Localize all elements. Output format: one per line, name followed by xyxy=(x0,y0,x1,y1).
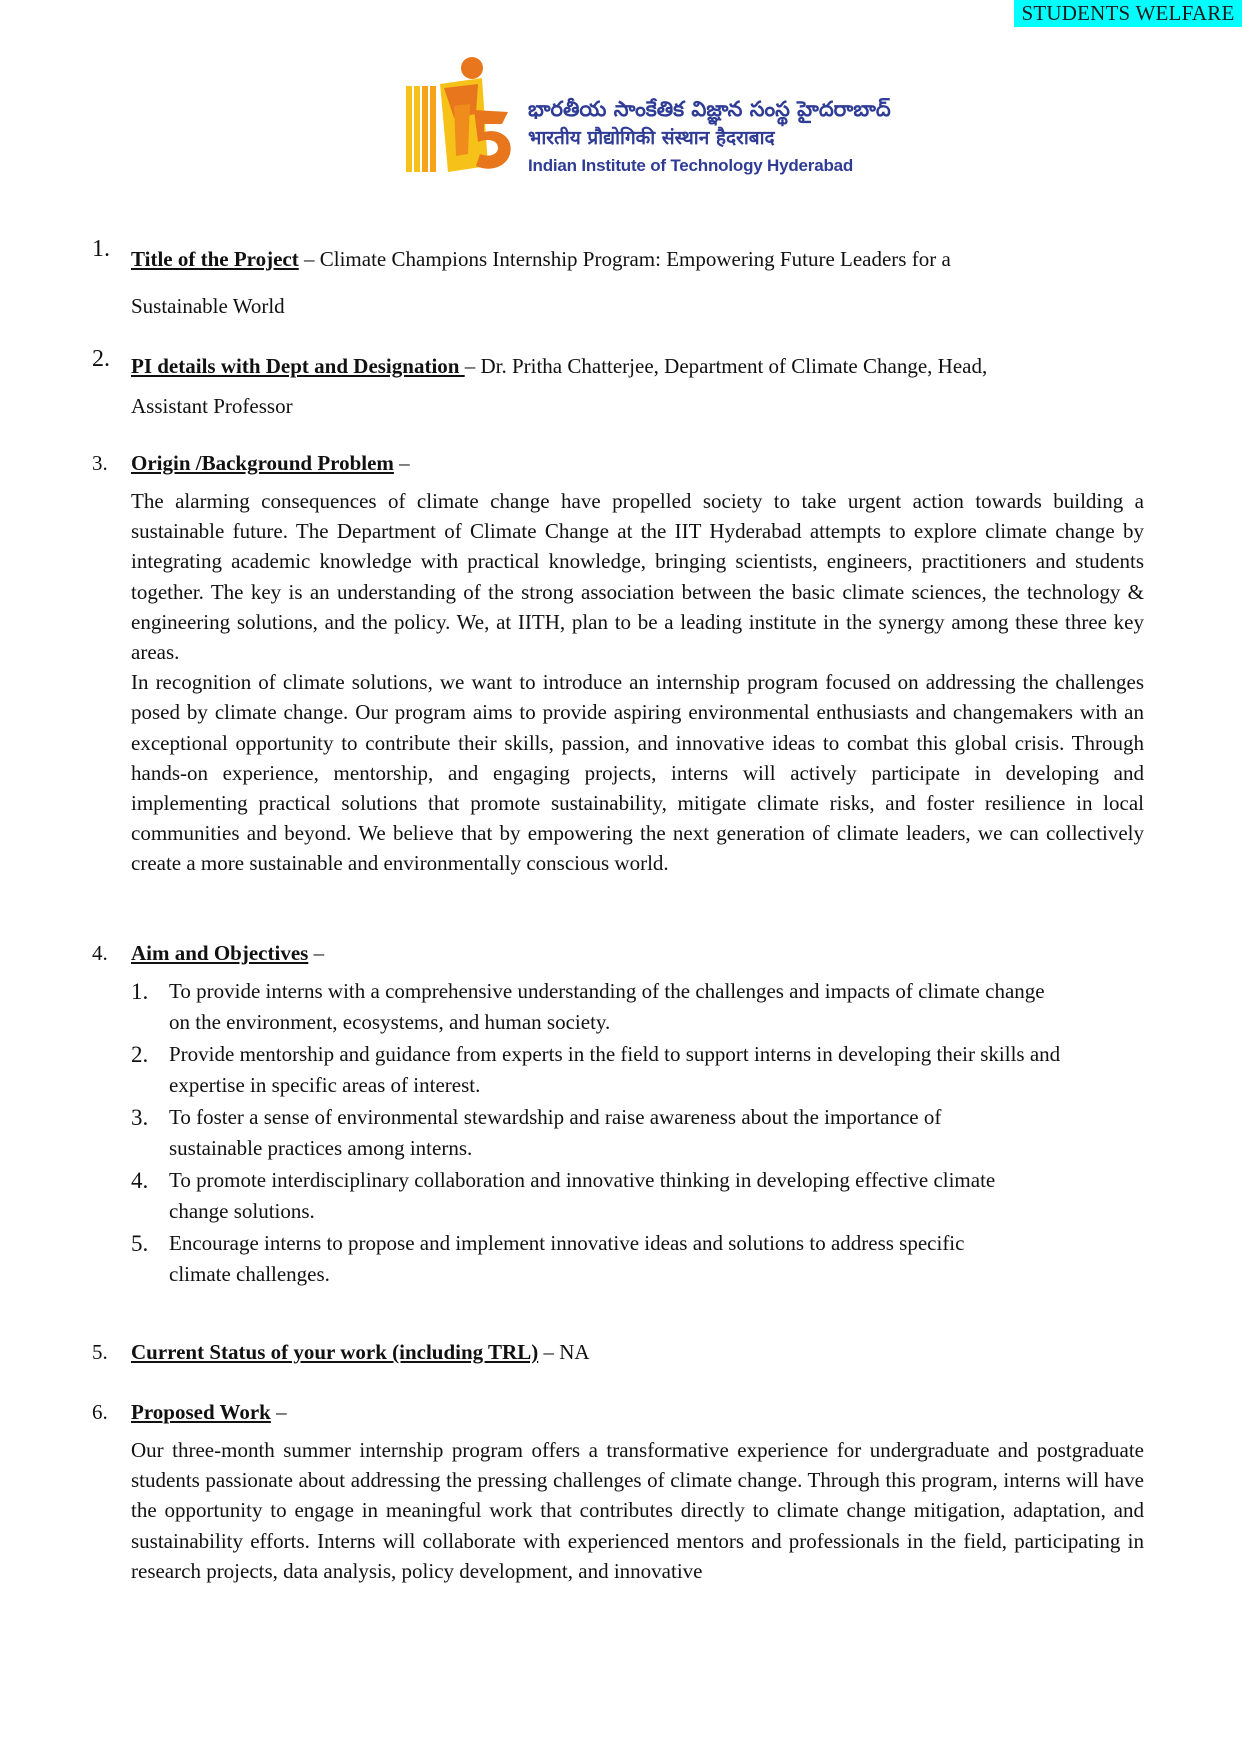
section-number: 2. xyxy=(92,346,110,372)
logo-hindi-line: भारतीय प्रौद्योगिकी संस्थान हैदराबाद xyxy=(528,127,775,149)
objective-text: Provide mentorship and guidance from experts in the field to support interns in developing their skills and xyxy=(169,1042,1061,1066)
iith-logo xyxy=(404,54,891,190)
section-suffix: – xyxy=(308,941,325,965)
students-welfare-tag: STUDENTS WELFARE xyxy=(1014,0,1242,27)
section-label: Title of the Project xyxy=(131,247,299,271)
objective-text: To provide interns with a comprehensive understanding of the challenges and impacts of climate change xyxy=(169,979,1045,1003)
section-suffix: – NA xyxy=(538,1340,590,1364)
logo-telugu-line: భారతీయ సాంకేతిక విజ్ఞాన సంస్థ హైదరాబాద్ xyxy=(528,97,891,121)
objective-text-continued: change solutions. xyxy=(169,1199,315,1223)
section-suffix: – xyxy=(270,1400,287,1424)
objective-number: 2. xyxy=(131,1042,149,1067)
section-number: 4. xyxy=(92,941,108,965)
paragraph: In recognition of climate solutions, we want to introduce an internship program focused on addressing the challenges posed by climate change. Our program aims to provide aspiring environmental enthusiasts and changemakers with an exceptional opportunity to contribute their skills, passion, and innovative ideas to combat this global crisis. Through hands-on experience, mentorship, and engaging projects, interns will actively participate in developing and implementing practical solutions that promote sustainability, mitigate climate risks, and foster resilience in local communities and beyond. We believe that by empowering the next generation of climate leaders, we can collectively create a more sustainable and environmentally conscious world. xyxy=(131,670,1144,876)
section-number: 3. xyxy=(92,451,108,475)
objective-text-continued: on the environment, ecosystems, and human society. xyxy=(169,1010,611,1034)
objective-text-continued: sustainable practices among interns. xyxy=(169,1136,473,1160)
objective-number: 3. xyxy=(131,1105,149,1130)
section-text: – Climate Champions Internship Program: Empowering Future Leaders for a xyxy=(298,247,951,271)
objective-number: 1. xyxy=(131,979,149,1004)
background-paragraphs xyxy=(131,486,1144,879)
section-suffix: – xyxy=(393,451,410,475)
objective-text: To foster a sense of environmental stewardship and raise awareness about the importance of xyxy=(169,1105,942,1129)
section-label: Current Status of your work (including TRL) xyxy=(131,1340,539,1364)
objective-text: To promote interdisciplinary collaboration and innovative thinking in developing effective climate xyxy=(169,1168,996,1192)
section-number: 6. xyxy=(92,1400,108,1424)
objective-number: 4. xyxy=(131,1168,149,1193)
section-number: 5. xyxy=(92,1340,108,1364)
objective-number: 5. xyxy=(131,1231,149,1256)
section-text-continued: Sustainable World xyxy=(131,294,285,318)
objective-text-continued: expertise in specific areas of interest. xyxy=(169,1073,481,1097)
paragraph: Our three-month summer internship program offers a transformative experience for undergraduate and postgraduate students passionate about addressing the pressing challenges of climate change. Through this program, interns will have the opportunity to engage in meaningful work that contributes directly to climate change mitigation, adaptation, and sustainability efforts. Interns will collaborate with experienced mentors and professionals in the field, participating in research projects, data analysis, policy development, and innovative xyxy=(131,1438,1144,1583)
section-number: 1. xyxy=(92,236,110,262)
section-text-continued: Assistant Professor xyxy=(131,394,293,418)
section-label: PI details with Dept and Designation xyxy=(131,354,465,378)
section-text: – Dr. Pritha Chatterjee, Department of Climate Change, Head, xyxy=(464,354,988,378)
objective-text-continued: climate challenges. xyxy=(169,1262,330,1286)
objective-text: Encourage interns to propose and implement innovative ideas and solutions to address specific xyxy=(169,1231,965,1255)
section-label: Proposed Work xyxy=(131,1400,271,1424)
iith-15-years-emblem xyxy=(404,54,524,190)
paragraph: The alarming consequences of climate change have propelled society to take urgent action towards building a sustainable future. The Department of Climate Change at the IIT Hyderabad attempts to explore climate change by integrating academic knowledge with practical knowledge, bringing scientists, engineers, practitioners and students together. The key is an understanding of the strong association between the basic climate sciences, the technology & engineering solutions, and the policy. We, at IITH, plan to be a leading institute in the synergy among these three key areas. xyxy=(131,489,1144,665)
logo-english-line: Indian Institute of Technology Hyderabad xyxy=(528,156,854,175)
proposed-work-paragraph xyxy=(131,1435,1144,1586)
section-label: Origin /Background Problem xyxy=(131,451,394,475)
section-label: Aim and Objectives xyxy=(131,941,309,965)
